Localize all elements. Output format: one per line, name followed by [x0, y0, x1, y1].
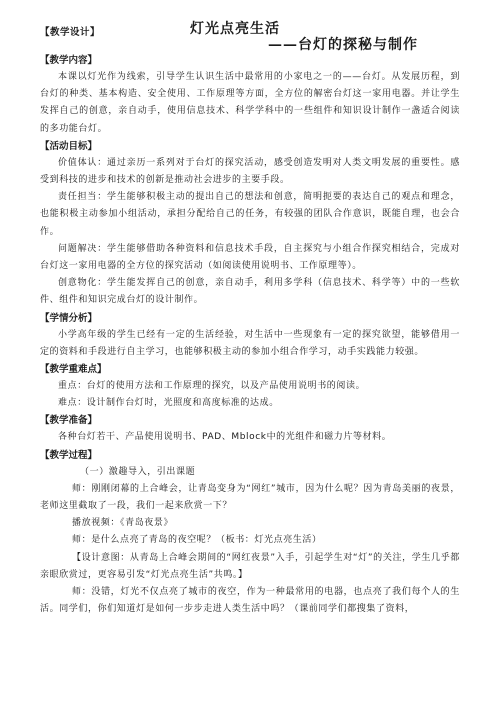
section-head-goals: 【活动目标】 — [40, 140, 98, 152]
section-head-keypoints: 【教学重难点】 — [40, 364, 107, 376]
design-intent-note: 【设计意图：从青岛上合峰会期间的“网红夜景”入手，引起学生对“灯”的关注，学生几乎都亲眼欣赏过，更容易引发“灯光点亮生活”共鸣。】 — [40, 552, 460, 580]
section-head-content: 【教学内容】 — [40, 55, 98, 66]
paragraph: 问题解决：学生能够借助各种资料和信息技术手段，自主探究与小组合作探究相结合，完成对台灯这一家用电器的全方位的探究活动（如阅读使用说明书、工作原理等）。 — [40, 243, 460, 272]
paragraph: 创意物化：学生能发挥自己的创意，亲自动手，利用多学科（信息技术、科学等）中的一些软件、组件和知识完成台灯的设计制作。 — [40, 278, 460, 306]
paragraph: 重点：台灯的使用方法和工作原理的探究，以及产品使用说明书的阅读。 — [58, 381, 366, 392]
doc-type-tag: 【教学设计】 — [40, 27, 101, 38]
paragraph: 师：没错，灯光不仅点亮了城市的夜空，作为一种最常用的电器，也点亮了我们每个人的生活。同学们，你们知道灯是如何一步步走进人类生活中吗？（课前同学们都搜集了资料， — [40, 587, 460, 615]
paragraph: 师：是什么点亮了青岛的夜空呢？（板书：灯光点亮生活） — [72, 535, 322, 546]
paragraph: 师：刚刚闭幕的上合峰会，让青岛变身为“网红”城市，因为什么呢？因为青岛美丽的夜景，老师这里截取了一段，我们一起来欣赏一下？ — [40, 483, 460, 512]
paragraph: 价值体认：通过亲历一系列对于台灯的探究活动，感受创造发明对人类文明发展的重要性。感受到科技的进步和技术的创新是推动社会进步的主要手段。 — [40, 157, 460, 186]
paragraph: 难点：设计制作台灯时，光照度和高度标准的达成。 — [58, 398, 279, 409]
step-heading: （一）激趣导入，引出课题 — [80, 466, 196, 477]
section-head-analysis: 【学情分析】 — [40, 312, 98, 324]
paragraph: 播放视频：《青岛夜景》 — [72, 518, 174, 529]
paragraph: 本课以灯光作为线索，引导学生认识生活中最常用的小家电之一的——台灯。从发展历程，到台灯的种类、基本构造、安全使用、工作原理等方面，全方位的解密台灯这一家用电器。并让学生发挥自己的创意，亲自动手，使用信息技术、科学学科中的一些组件和知识设计制作一盏适合阅读的多功能台灯。 — [40, 72, 460, 134]
page-subtitle: ——台灯的探秘与制作 — [268, 37, 418, 53]
page-title: 灯光点亮生活 — [190, 21, 280, 37]
paragraph: 责任担当：学生能够积极主动的提出自己的想法和创意，简明扼要的表达自己的观点和理念，也能积极主动参加小组活动，承担分配给自己的任务，有较强的团队合作意识，既能自理，也会合作。 — [40, 192, 460, 237]
document-header — [40, 18, 460, 52]
paragraph: 各种台灯若干、产品使用说明书、PAD、Mblock中的光组件和磁力片等材料。 — [58, 432, 392, 443]
section-head-process: 【教学过程】 — [40, 449, 98, 461]
paragraph: 小学高年级的学生已经有一定的生活经验，对生活中一些现象有一定的探究欲望，能够借用一定的资料和手段进行自主学习，也能够积极主动的参加小组合作学习，动手实践能力较强。 — [40, 329, 460, 357]
section-head-prep: 【教学准备】 — [40, 415, 98, 427]
